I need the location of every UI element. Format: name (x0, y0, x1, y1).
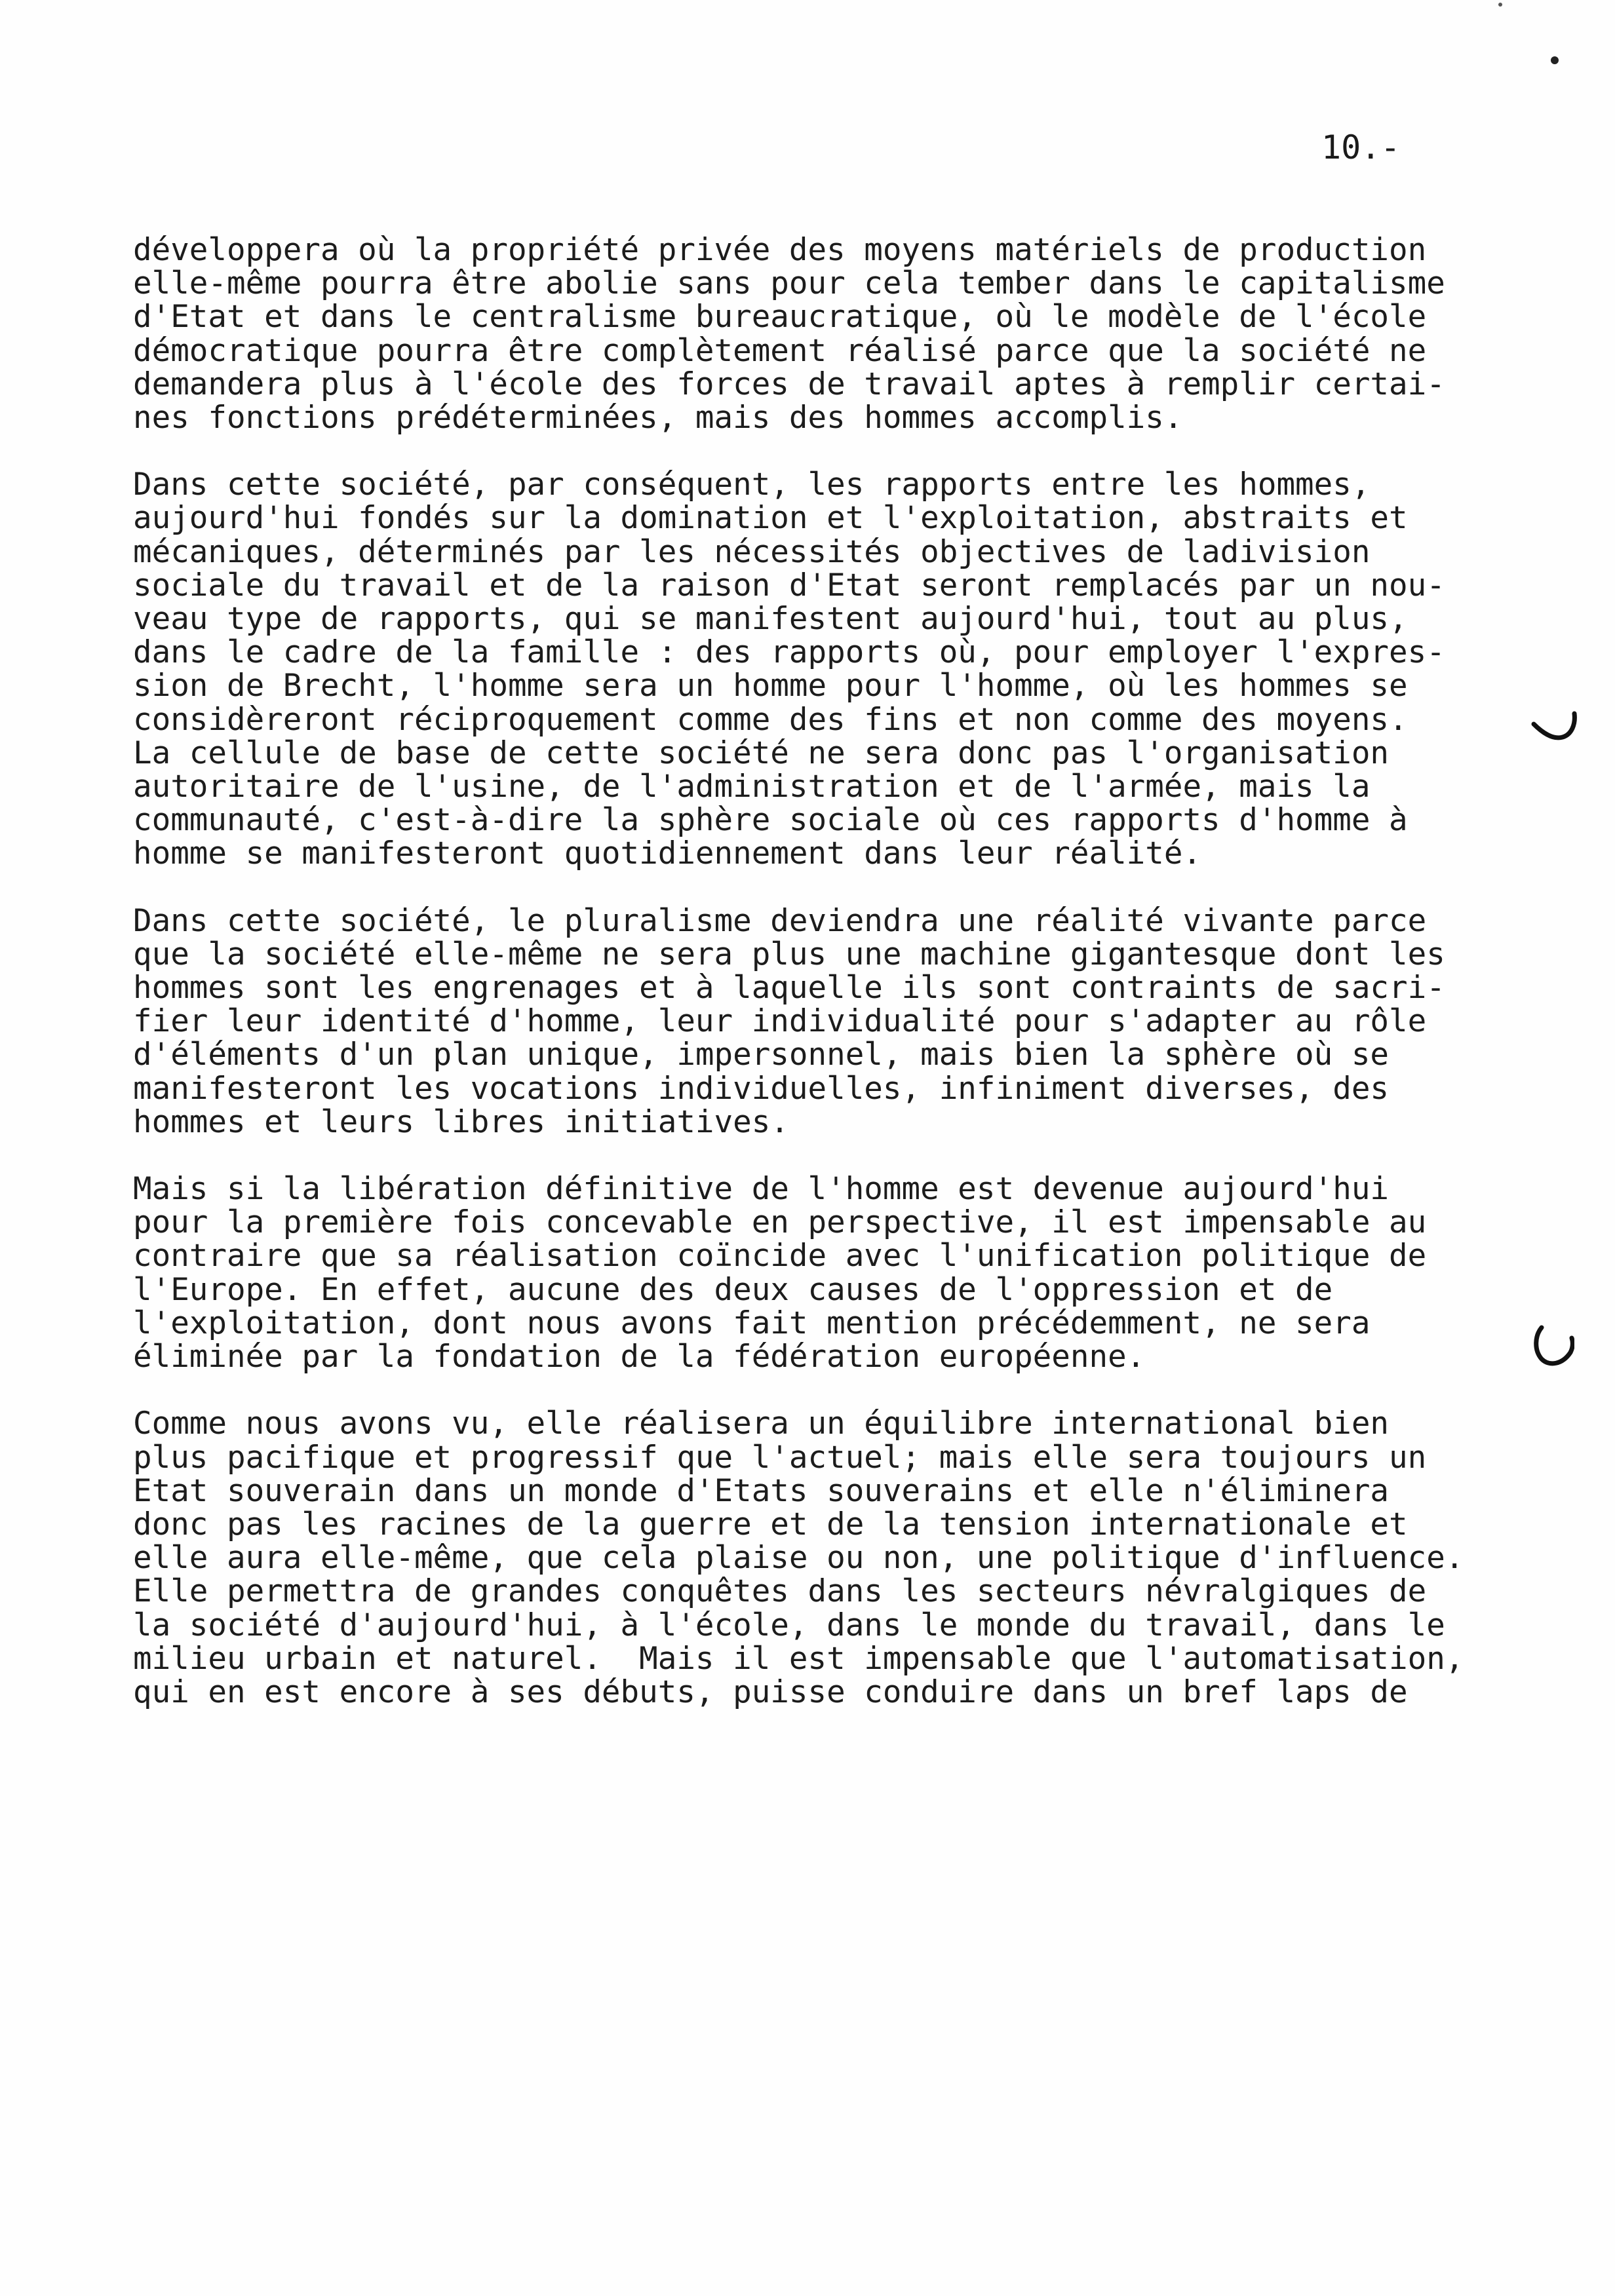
paragraph-4 (133, 1172, 1542, 1373)
text-line: que la société elle-même ne sera plus une machine gigantesque dont les (133, 936, 1445, 972)
text-line: sociale du travail et de la raison d'Etat seront remplacés par un nou- (133, 567, 1445, 603)
text-line: aujourd'hui fondés sur la domination et l'exploitation, abstraits et (133, 500, 1408, 537)
text-line: fier leur identité d'homme, leur individualité pour s'adapter au rôle (133, 1003, 1427, 1040)
text-line: sion de Brecht, l'homme sera un homme pour l'homme, où les hommes se (133, 668, 1408, 704)
text-line: La cellule de base de cette société ne sera donc pas l'organisation (133, 735, 1390, 771)
text-line: veau type de rapports, qui se manifestent aujourd'hui, tout au plus, (133, 601, 1408, 638)
margin-check-mark (1531, 711, 1578, 744)
paragraph-5 (133, 1407, 1542, 1709)
ink-speck (1498, 3, 1502, 7)
text-line: elle-même pourra être abolie sans pour cela tember dans le capitalisme (133, 265, 1445, 302)
text-line: milieu urbain et naturel. Mais il est impensable que l'automatisation, (133, 1640, 1464, 1677)
text-line: manifesteront les vocations individuelles, infiniment diverses, des (133, 1070, 1390, 1107)
text-line: Dans cette société, le pluralisme deviendra une réalité vivante parce (133, 902, 1427, 939)
text-line: Comme nous avons vu, elle réalisera un équilibre international bien (133, 1406, 1390, 1442)
text-line: hommes sont les engrenages et à laquelle ils sont contraints de sacri- (133, 970, 1445, 1006)
text-line: éliminée par la fondation de la fédération européenne. (133, 1339, 1146, 1375)
text-line: homme se manifesteront quotidiennement dans leur réalité. (133, 835, 1202, 872)
text-line: l'Europe. En effet, aucune des deux causes de l'oppression et de (133, 1271, 1333, 1308)
text-line: elle aura elle-même, que cela plaise ou non, une politique d'influence. (133, 1540, 1464, 1577)
text-line: Dans cette société, par conséquent, les rapports entre les hommes, (133, 467, 1371, 503)
margin-check-mark (1532, 1324, 1574, 1369)
text-line: mécaniques, déterminés par les nécessités objectives de ladivision (133, 533, 1371, 570)
page-number: 10.- (1321, 128, 1401, 166)
text-line: donc pas les racines de la guerre et de la tension internationale et (133, 1506, 1408, 1542)
text-line: Elle permettra de grandes conquêtes dans les secteurs névralgiques de (133, 1573, 1427, 1610)
text-line: d'Etat et dans le centralisme bureaucratique, où le modèle de l'école (133, 299, 1427, 335)
text-line: autoritaire de l'usine, de l'administration et de l'armée, mais la (133, 769, 1371, 805)
text-line: dans le cadre de la famille : des rapports où, pour employer l'expres- (133, 634, 1445, 671)
text-line: demandera plus à l'école des forces de travail aptes à remplir certai- (133, 366, 1445, 402)
text-line: développera où la propriété privée des moyens matériels de production (133, 232, 1427, 268)
paragraph-3 (133, 904, 1542, 1139)
text-line: communauté, c'est-à-dire la sphère sociale où ces rapports d'homme à (133, 802, 1408, 839)
text-line: contraire que sa réalisation coïncide avec l'unification politique de (133, 1238, 1427, 1274)
text-line: nes fonctions prédéterminées, mais des hommes accomplis. (133, 400, 1183, 436)
text-line: Etat souverain dans un monde d'Etats souverains et elle n'éliminera (133, 1472, 1390, 1509)
text-line: l'exploitation, dont nous avons fait mention précédemment, ne sera (133, 1305, 1371, 1341)
text-line: plus pacifique et progressif que l'actuel; mais elle sera toujours un (133, 1439, 1427, 1476)
body-text (133, 233, 1542, 1742)
text-line: démocratique pourra être complètement réalisé parce que la société ne (133, 332, 1427, 369)
ink-dot (1551, 56, 1559, 64)
text-line: d'éléments d'un plan unique, impersonnel, mais bien la sphère où se (133, 1037, 1390, 1073)
paragraph-2 (133, 468, 1542, 870)
text-line: hommes et leurs libres initiatives. (133, 1103, 789, 1140)
text-line: considèreront réciproquement comme des fins et non comme des moyens. (133, 701, 1408, 738)
text-line: qui en est encore à ses débuts, puisse conduire dans un bref laps de (133, 1674, 1408, 1710)
text-line: Mais si la libération définitive de l'homme est devenue aujourd'hui (133, 1171, 1390, 1208)
paragraph-1 (133, 233, 1542, 434)
text-line: pour la première fois concevable en perspective, il est impensable au (133, 1204, 1427, 1241)
text-line: la société d'aujourd'hui, à l'école, dans le monde du travail, dans le (133, 1607, 1445, 1643)
